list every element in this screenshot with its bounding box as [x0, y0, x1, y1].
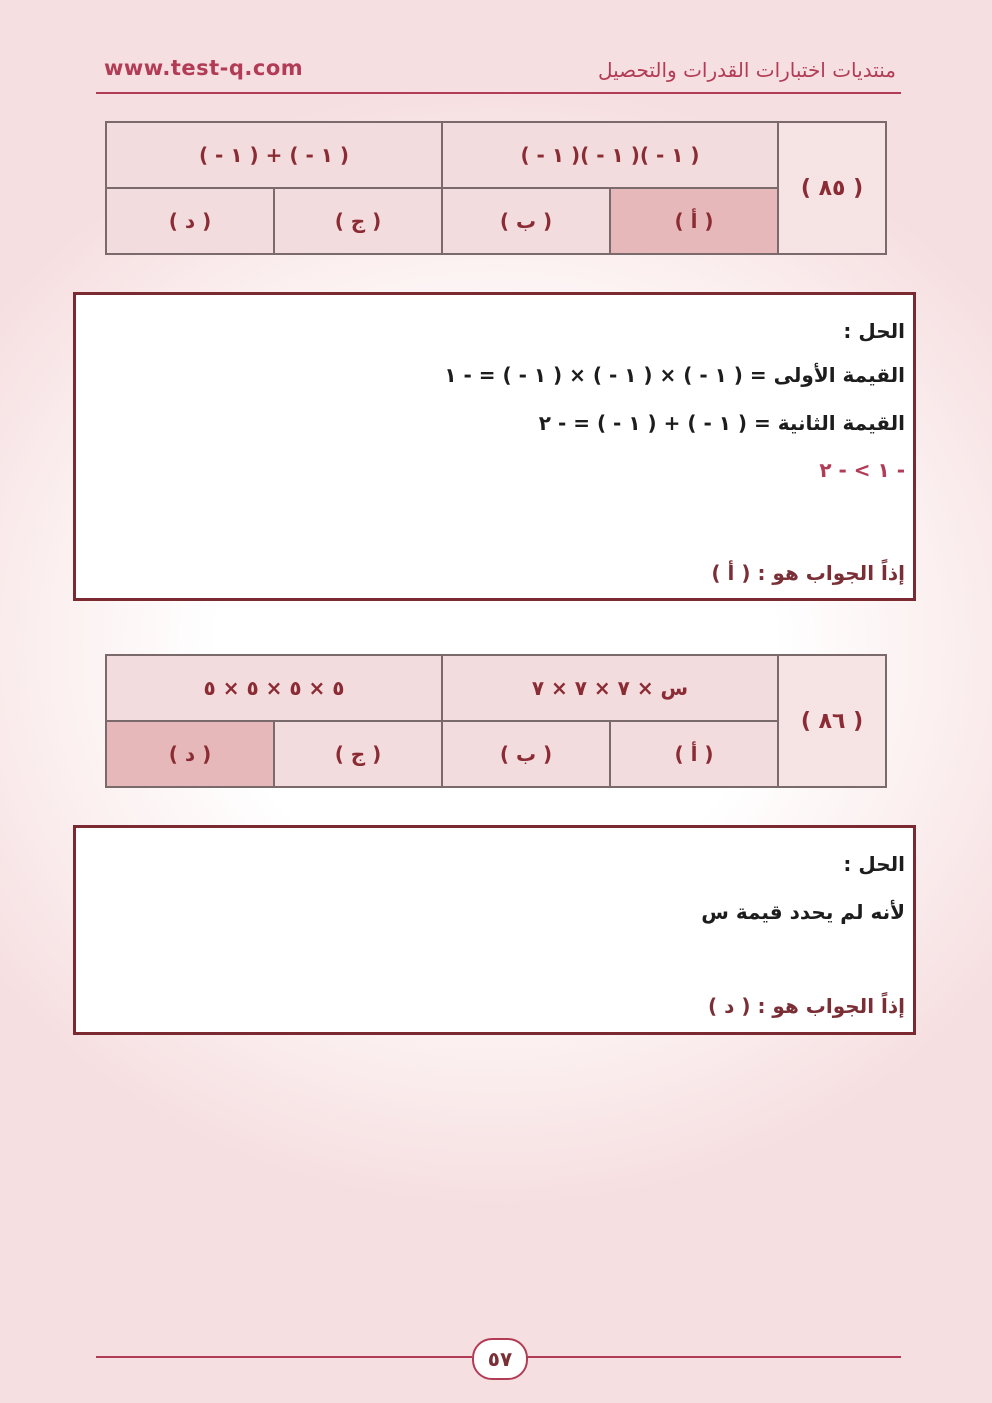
solution-label: الحل :: [843, 319, 905, 343]
option-d[interactable]: ( د ): [106, 721, 274, 787]
header-divider: [96, 92, 901, 94]
option-b[interactable]: ( ب ): [442, 188, 610, 254]
first-value-label: القيمة الأولى =: [749, 363, 905, 387]
option-c[interactable]: ( ج ): [274, 188, 442, 254]
question-number: ( ٨٦ ): [778, 655, 886, 787]
answer-line: إذاً الجواب هو : ( أ ): [711, 561, 905, 585]
second-value-expression: ( ١ - ) + ( ١ - ) = - ٢: [538, 411, 748, 435]
solution-line-1: [444, 363, 905, 387]
solution-86-box: [73, 825, 916, 1035]
choice-expression-left: ٥ × ٥ × ٥ × ٥: [106, 655, 442, 721]
site-url[interactable]: www.test-q.com: [104, 56, 304, 80]
solution-label: الحل :: [843, 852, 905, 876]
option-a[interactable]: ( أ ): [610, 188, 778, 254]
solution-line-1: لأنه لم يحدد قيمة س: [701, 900, 905, 924]
option-d[interactable]: ( د ): [106, 188, 274, 254]
question-86-table: [105, 654, 887, 788]
footer-divider-right: [524, 1356, 901, 1358]
footer-divider-left: [96, 1356, 472, 1358]
choice-expression-right: ( ١ - )( ١ - )( ١ - ): [442, 122, 778, 188]
page-number: ٥٧: [472, 1338, 528, 1380]
question-85-table: [105, 121, 887, 255]
choice-expression-left: ( ١ - ) + ( ١ - ): [106, 122, 442, 188]
first-value-expression: ( ١ - ) × ( ١ - ) × ( ١ - ) = - ١: [444, 363, 743, 387]
second-value-label: القيمة الثانية =: [754, 411, 905, 435]
option-c[interactable]: ( ج ): [274, 721, 442, 787]
solution-line-2: [539, 411, 905, 435]
option-a[interactable]: ( أ ): [610, 721, 778, 787]
option-b[interactable]: ( ب ): [442, 721, 610, 787]
answer-line: إذاً الجواب هو : ( د ): [708, 994, 905, 1018]
choice-expression-right: س × ٧ × ٧ × ٧: [442, 655, 778, 721]
header-title: منتديات اختبارات القدرات والتحصيل: [597, 58, 896, 82]
comparison-line: - ١ > - ٢: [819, 458, 905, 482]
question-number: ( ٨٥ ): [778, 122, 886, 254]
solution-85-box: [73, 292, 916, 601]
